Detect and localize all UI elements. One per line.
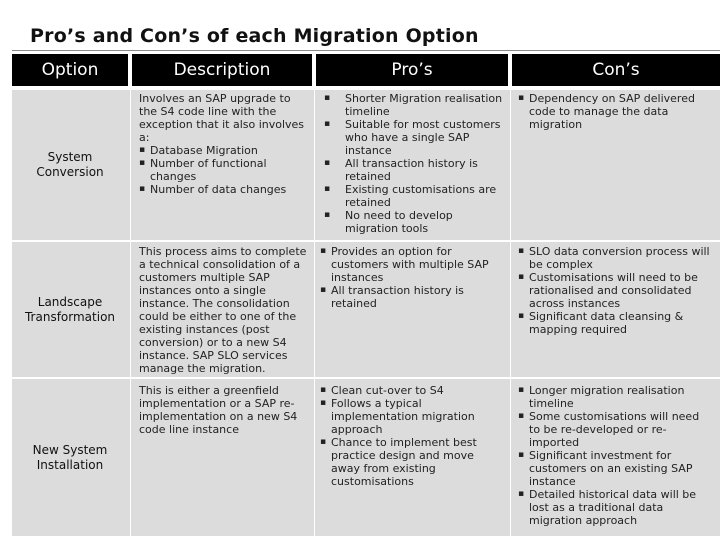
pro-item: ▪ Shorter Migration realisation timeline xyxy=(320,92,506,118)
column-divider xyxy=(314,90,315,536)
con-item: ▪ Some customisations will need to be re-developed or re-imported xyxy=(518,410,710,449)
description-cell xyxy=(139,245,311,375)
pro-item: ▪ Follows a typical implementation migration approach xyxy=(320,397,502,436)
cons-cell xyxy=(518,245,710,336)
con-item: ▪ Longer migration realisation timeline xyxy=(518,384,710,410)
option-text: Landscape Transformation xyxy=(24,294,116,324)
con-item: ▪ Detailed historical data will be lost as a traditional data migration approach xyxy=(518,488,710,527)
pros-cell xyxy=(320,92,506,235)
description-cell xyxy=(139,92,311,196)
description-cell xyxy=(139,384,309,436)
header-cons: Con’s xyxy=(512,54,720,86)
pro-item: ▪ Chance to implement best practice design and move away from existing customisations xyxy=(320,436,502,488)
con-item: ▪ Dependency on SAP delivered code to manage the data migration xyxy=(518,92,710,131)
description-item: ▪ Database Migration xyxy=(139,144,311,157)
option-label xyxy=(12,242,128,377)
description-item: ▪ Number of data changes xyxy=(139,183,311,196)
pro-item: ▪ All transaction history is retained xyxy=(320,157,506,183)
pro-item: ▪ Provides an option for customers with multiple SAP instances xyxy=(320,245,502,284)
header-description: Description xyxy=(132,54,312,86)
header-option: Option xyxy=(12,54,128,86)
pro-item: ▪ Existing customisations are retained xyxy=(320,183,506,209)
description-intro: Involves an SAP upgrade to the S4 code line with the exception that it also involves a: xyxy=(139,92,305,144)
con-item: ▪ Significant investment for customers on an existing SAP instance xyxy=(518,449,710,488)
option-text: System Conversion xyxy=(36,150,104,179)
pro-item: ▪ No need to develop migration tools xyxy=(320,209,506,235)
option-label xyxy=(12,90,128,240)
description-intro: This process aims to complete a technical consolidation of a customers multiple SAP instances onto a single instance. The consolidation could be either to one of the existing instances (post conversion) or to a new S4 instance. SAP SLO services manage the migration. xyxy=(139,245,307,375)
description-intro: This is either a greenfield implementation or a SAP re-implementation on a new S4 code line instance xyxy=(139,384,298,436)
pros-cell xyxy=(320,384,502,488)
option-text: New System Installation xyxy=(32,442,108,472)
description-item: ▪ Number of functional changes xyxy=(139,157,311,183)
con-item: ▪ Significant data cleansing & mapping required xyxy=(518,310,710,336)
slide-title: Pro’s and Con’s of each Migration Option xyxy=(30,25,479,47)
cons-cell xyxy=(518,384,710,527)
pros-cell xyxy=(320,245,502,310)
option-label xyxy=(12,379,128,536)
con-item: ▪ SLO data conversion process will be complex xyxy=(518,245,710,271)
pro-item: ▪ Suitable for most customers who have a single SAP instance xyxy=(320,118,506,157)
con-item: ▪ Customisations will need to be rationalised and consolidated across instances xyxy=(518,271,710,310)
pro-item: ▪ Clean cut-over to S4 xyxy=(320,384,502,397)
pro-item: ▪ All transaction history is retained xyxy=(320,284,502,310)
header-pros: Pro’s xyxy=(316,54,508,86)
cons-cell xyxy=(518,92,710,131)
column-divider xyxy=(510,90,511,536)
title-rule xyxy=(12,50,720,51)
column-divider xyxy=(130,90,131,536)
